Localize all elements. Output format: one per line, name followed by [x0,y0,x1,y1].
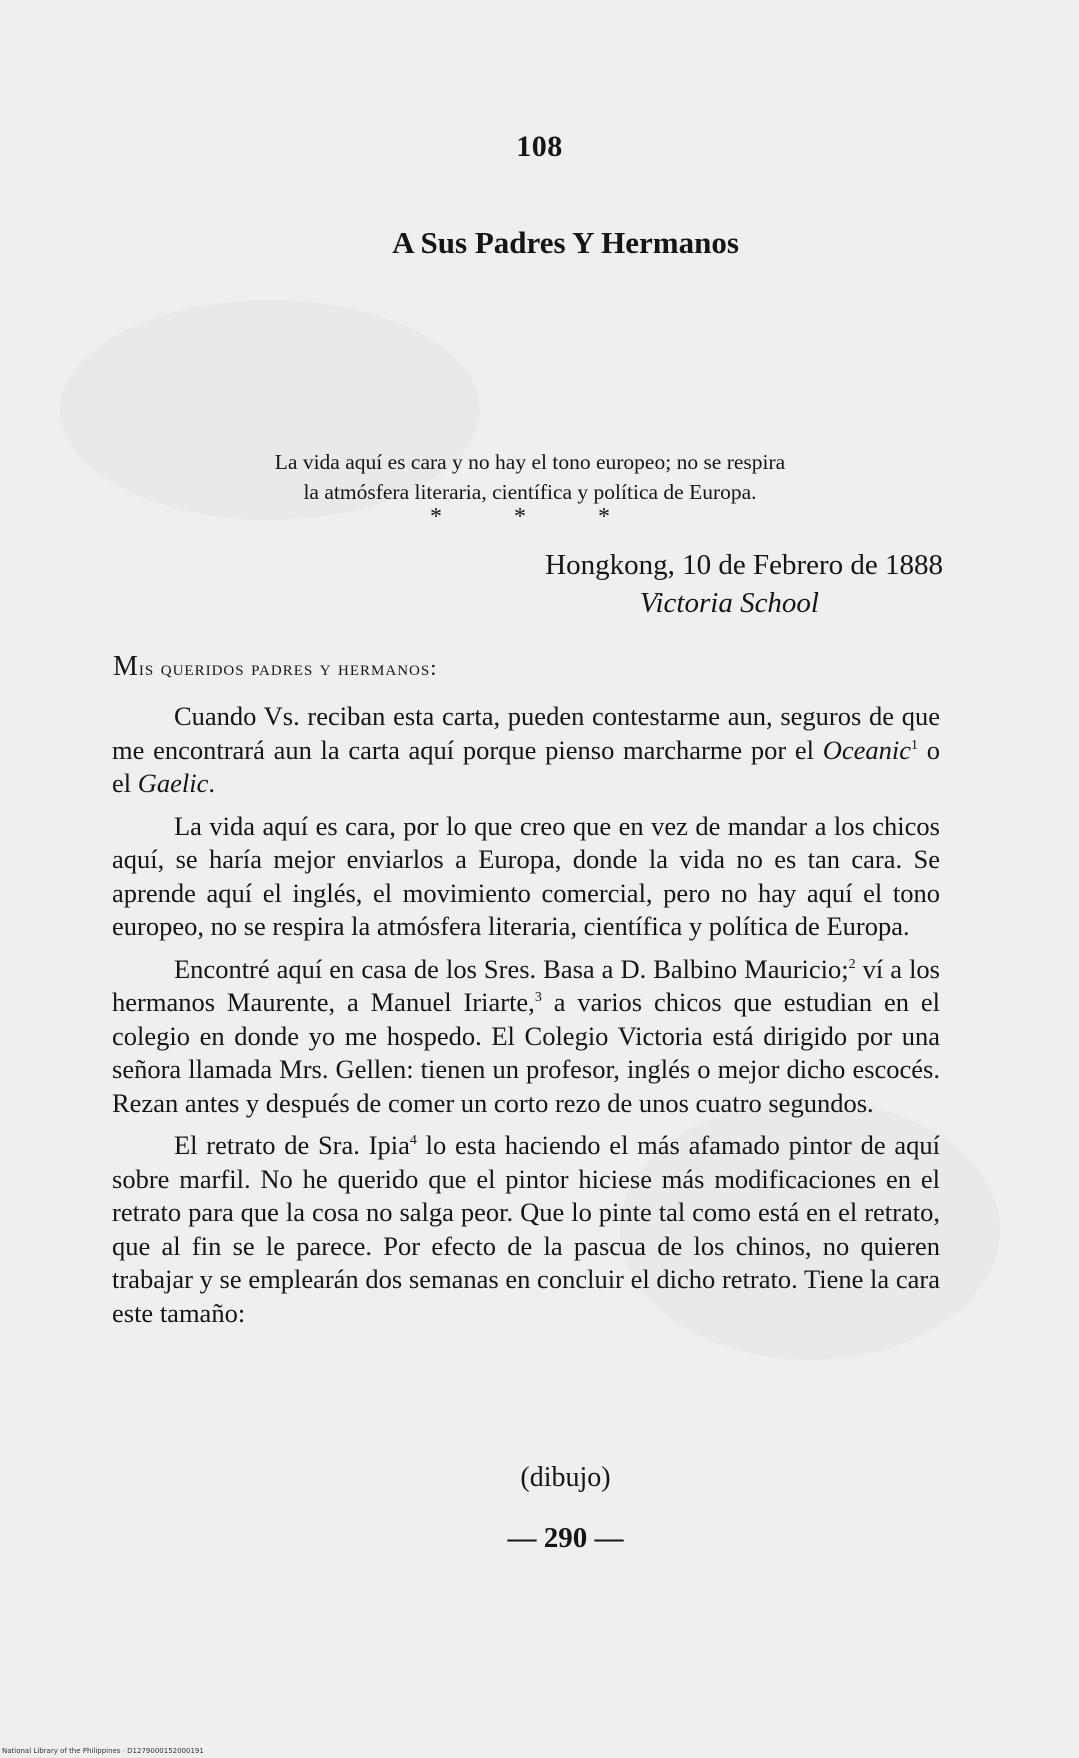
summary-line-1: La vida aquí es cara y no hay el tono europeo; no se respira [274,450,786,474]
p1-text-a: Cuando Vs. reciban esta carta, pueden contestarme aun, seguros de que me encontrará aun la carta aquí porque pienso marcharme por el [112,701,940,765]
page-number: — 290 — [507,1522,624,1554]
ship-name-gaelic: Gaelic [137,768,209,798]
dateline: Hongkong, 10 de Febrero de 1888 [545,549,943,581]
salutation-text: is queridos padres y hermanos: [138,655,438,680]
paragraph-2: La vida aquí es cara, por lo que creo que en vez de mandar a los chicos aquí, se haría mejor enviarlos a Europa, donde la vida no es tan cara. Se aprende aquí el inglés, el movimiento comercial, pero no hay aquí el tono europeo, no se respira la atmósfera literaria, científica y política de Europa. [112,810,940,941]
star-1: * [430,504,442,530]
header-page-number: 108 [516,130,563,163]
p1-text-b: o el [112,734,940,798]
letter-body [112,700,940,1339]
star-3: * [598,504,610,530]
p4-text-b: lo esta haciendo el más afamado pintor de aquí sobre marfil. No he querido que el pintor hiciese más modificaciones en el retrato para que la cosa no salga peor. Que lo pinte tal como está en el retrato, que al fin se le parece. Por efecto de la pascua de los chinos, no quieren trabajar y se emplearán dos semanas en concluir el dicho retrato. Tiene la cara este tamaño: [112,1130,941,1328]
letter-title: A Sus Padres Y Hermanos [392,225,739,260]
salutation [113,651,437,683]
p3-text-b: ví a los hermanos Maurente, a Manuel Iriarte, [112,953,940,1017]
p4-text-a: El retrato de Sra. Ipia [174,1130,410,1160]
ship-name-oceanic: Oceanic [822,734,912,765]
drawing-placeholder: (dibujo) [520,1462,611,1493]
paragraph-4 [112,1129,940,1330]
separator-stars [430,505,610,529]
place-line: Victoria School [639,587,819,619]
p3-text-c: a varios chicos que estudian en el colegio en donde yo me hospedo. El Colegio Victoria está dirigido por una señora llamada Mrs. Gellen: tienen un profesor, inglés o mejor dicho escocés. Rezan antes y después de comer un corto rezo de unos cuatro segundos. [112,987,940,1118]
paragraph-3 [112,953,940,1121]
p3-text-a: Encontré aquí en casa de los Sres. Basa a D. Balbino Mauricio; [174,953,849,984]
letter-summary [180,447,880,507]
p1-text-c: . [208,768,216,798]
footnote-ref-2: 2 [848,956,856,972]
summary-line-2: la atmósfera literaria, científica y política de Europa. [303,480,757,504]
salutation-initial: M [113,651,139,682]
footnote-ref-3: 3 [534,990,542,1006]
footnote-ref-1: 1 [911,737,919,753]
footnote-ref-4: 4 [409,1133,417,1149]
paragraph-1 [112,700,940,801]
footer-credit: National Library of the Philippines · D1279000152000191 [2,1747,204,1755]
star-2: * [514,504,526,530]
